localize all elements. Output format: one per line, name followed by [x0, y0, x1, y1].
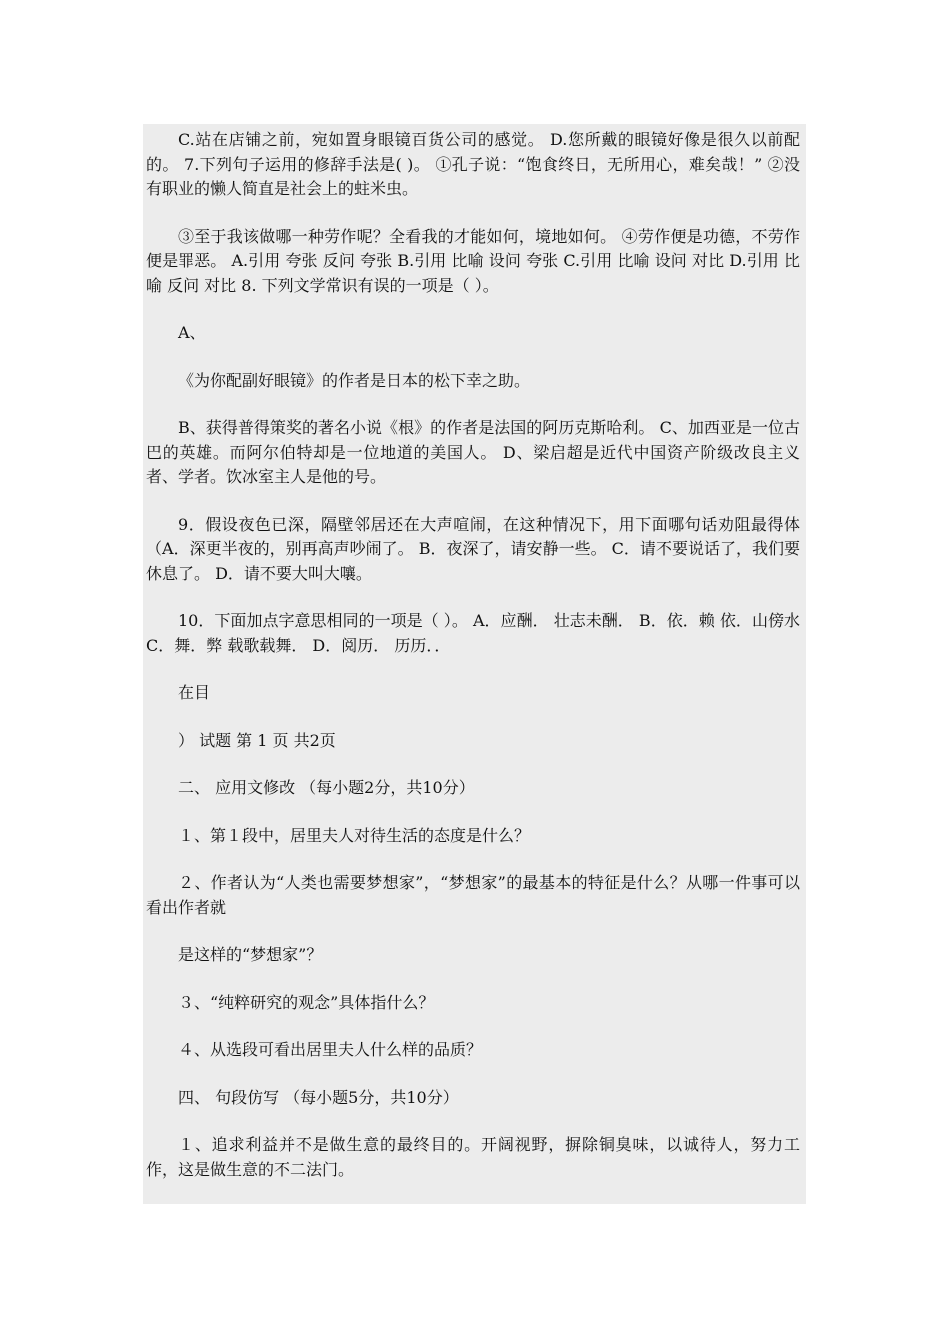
question-1: １、第１段中，居里夫人对待生活的态度是什么？ — [178, 825, 531, 845]
paragraph-2: ③至于我该做哪一种劳作呢？全看我的才能如何，境地如何。 ④劳作便是功德，不劳作便是罪恶。 A.引用 夸张 反问 夸张 B.引用 比喻 设问 夸张 C.引用 比喻 设问 对比 D.引用 比喻 反问 对比 8. 下列文学常识有误的一项是（ ）。 — [146, 226, 800, 295]
section-heading-2: 二、 应用文修改 （每小题2分，共10分） — [178, 778, 475, 797]
paragraph-8: 在目 — [178, 683, 211, 702]
imitation-item-1: １、追求利益并不是做生意的最终目的。开阔视野，摒除铜臭味，以诚待人，努力工作，这是做生意的不二法门。 — [146, 1135, 800, 1179]
paragraph-7: 10．下面加点字意思相同的一项是（ ）。 A．应酬． 壮志未酬． B．依．赖 依．山傍水 C．舞．弊 载歌载舞． D．阅历． 历历．． — [146, 611, 800, 655]
document-page — [143, 124, 806, 1204]
paragraph-6: 9．假设夜色已深，隔壁邻居还在大声喧闹，在这种情况下，用下面哪句话劝阻最得体（A．深更半夜的，别再高声吵闹了。 B．夜深了，请安静一些。 C．请不要说话了，我们要休息了。 D．请不要大叫大嚷。 — [146, 514, 800, 583]
question-3: ３、“纯粹研究的观念”具体指什么？ — [178, 992, 435, 1012]
question-2: ２、作者认为“人类也需要梦想家”，“梦想家”的最基本的特征是什么？从哪一件事可以看出作者就 — [146, 873, 800, 917]
paragraph-1: C.站在店铺之前，宛如置身眼镜百货公司的感觉。 D.您所戴的眼镜好像是很久以前配的。 7.下列句子运用的修辞手法是( )。 ①孔子说：“饱食终日，无所用心，难矣哉！” ②没有职业的懒人简直是社会上的蛀米虫。 — [146, 130, 800, 198]
paragraph-5: B、获得普得策奖的著名小说《根》的作者是法国的阿历克斯哈利。 C、加西亚是一位古巴的英雄。而阿尔伯特却是一位地道的美国人。 D、梁启超是近代中国资产阶级改良主义者、学者。饮冰室主人是他的号。 — [146, 418, 800, 486]
paragraph-4: 《为你配副好眼镜》的作者是日本的松下幸之助。 — [178, 370, 531, 390]
section-heading-4: 四、 句段仿写 （每小题5分，共10分） — [178, 1087, 459, 1107]
page-footer-note: ） 试题 第 1 页 共2页 — [178, 730, 336, 750]
question-2-continued: 是这样的“梦想家”？ — [178, 945, 323, 964]
paragraph-3: A、 — [178, 323, 206, 342]
question-4: ４、从选段可看出居里夫人什么样的品质？ — [178, 1040, 483, 1059]
